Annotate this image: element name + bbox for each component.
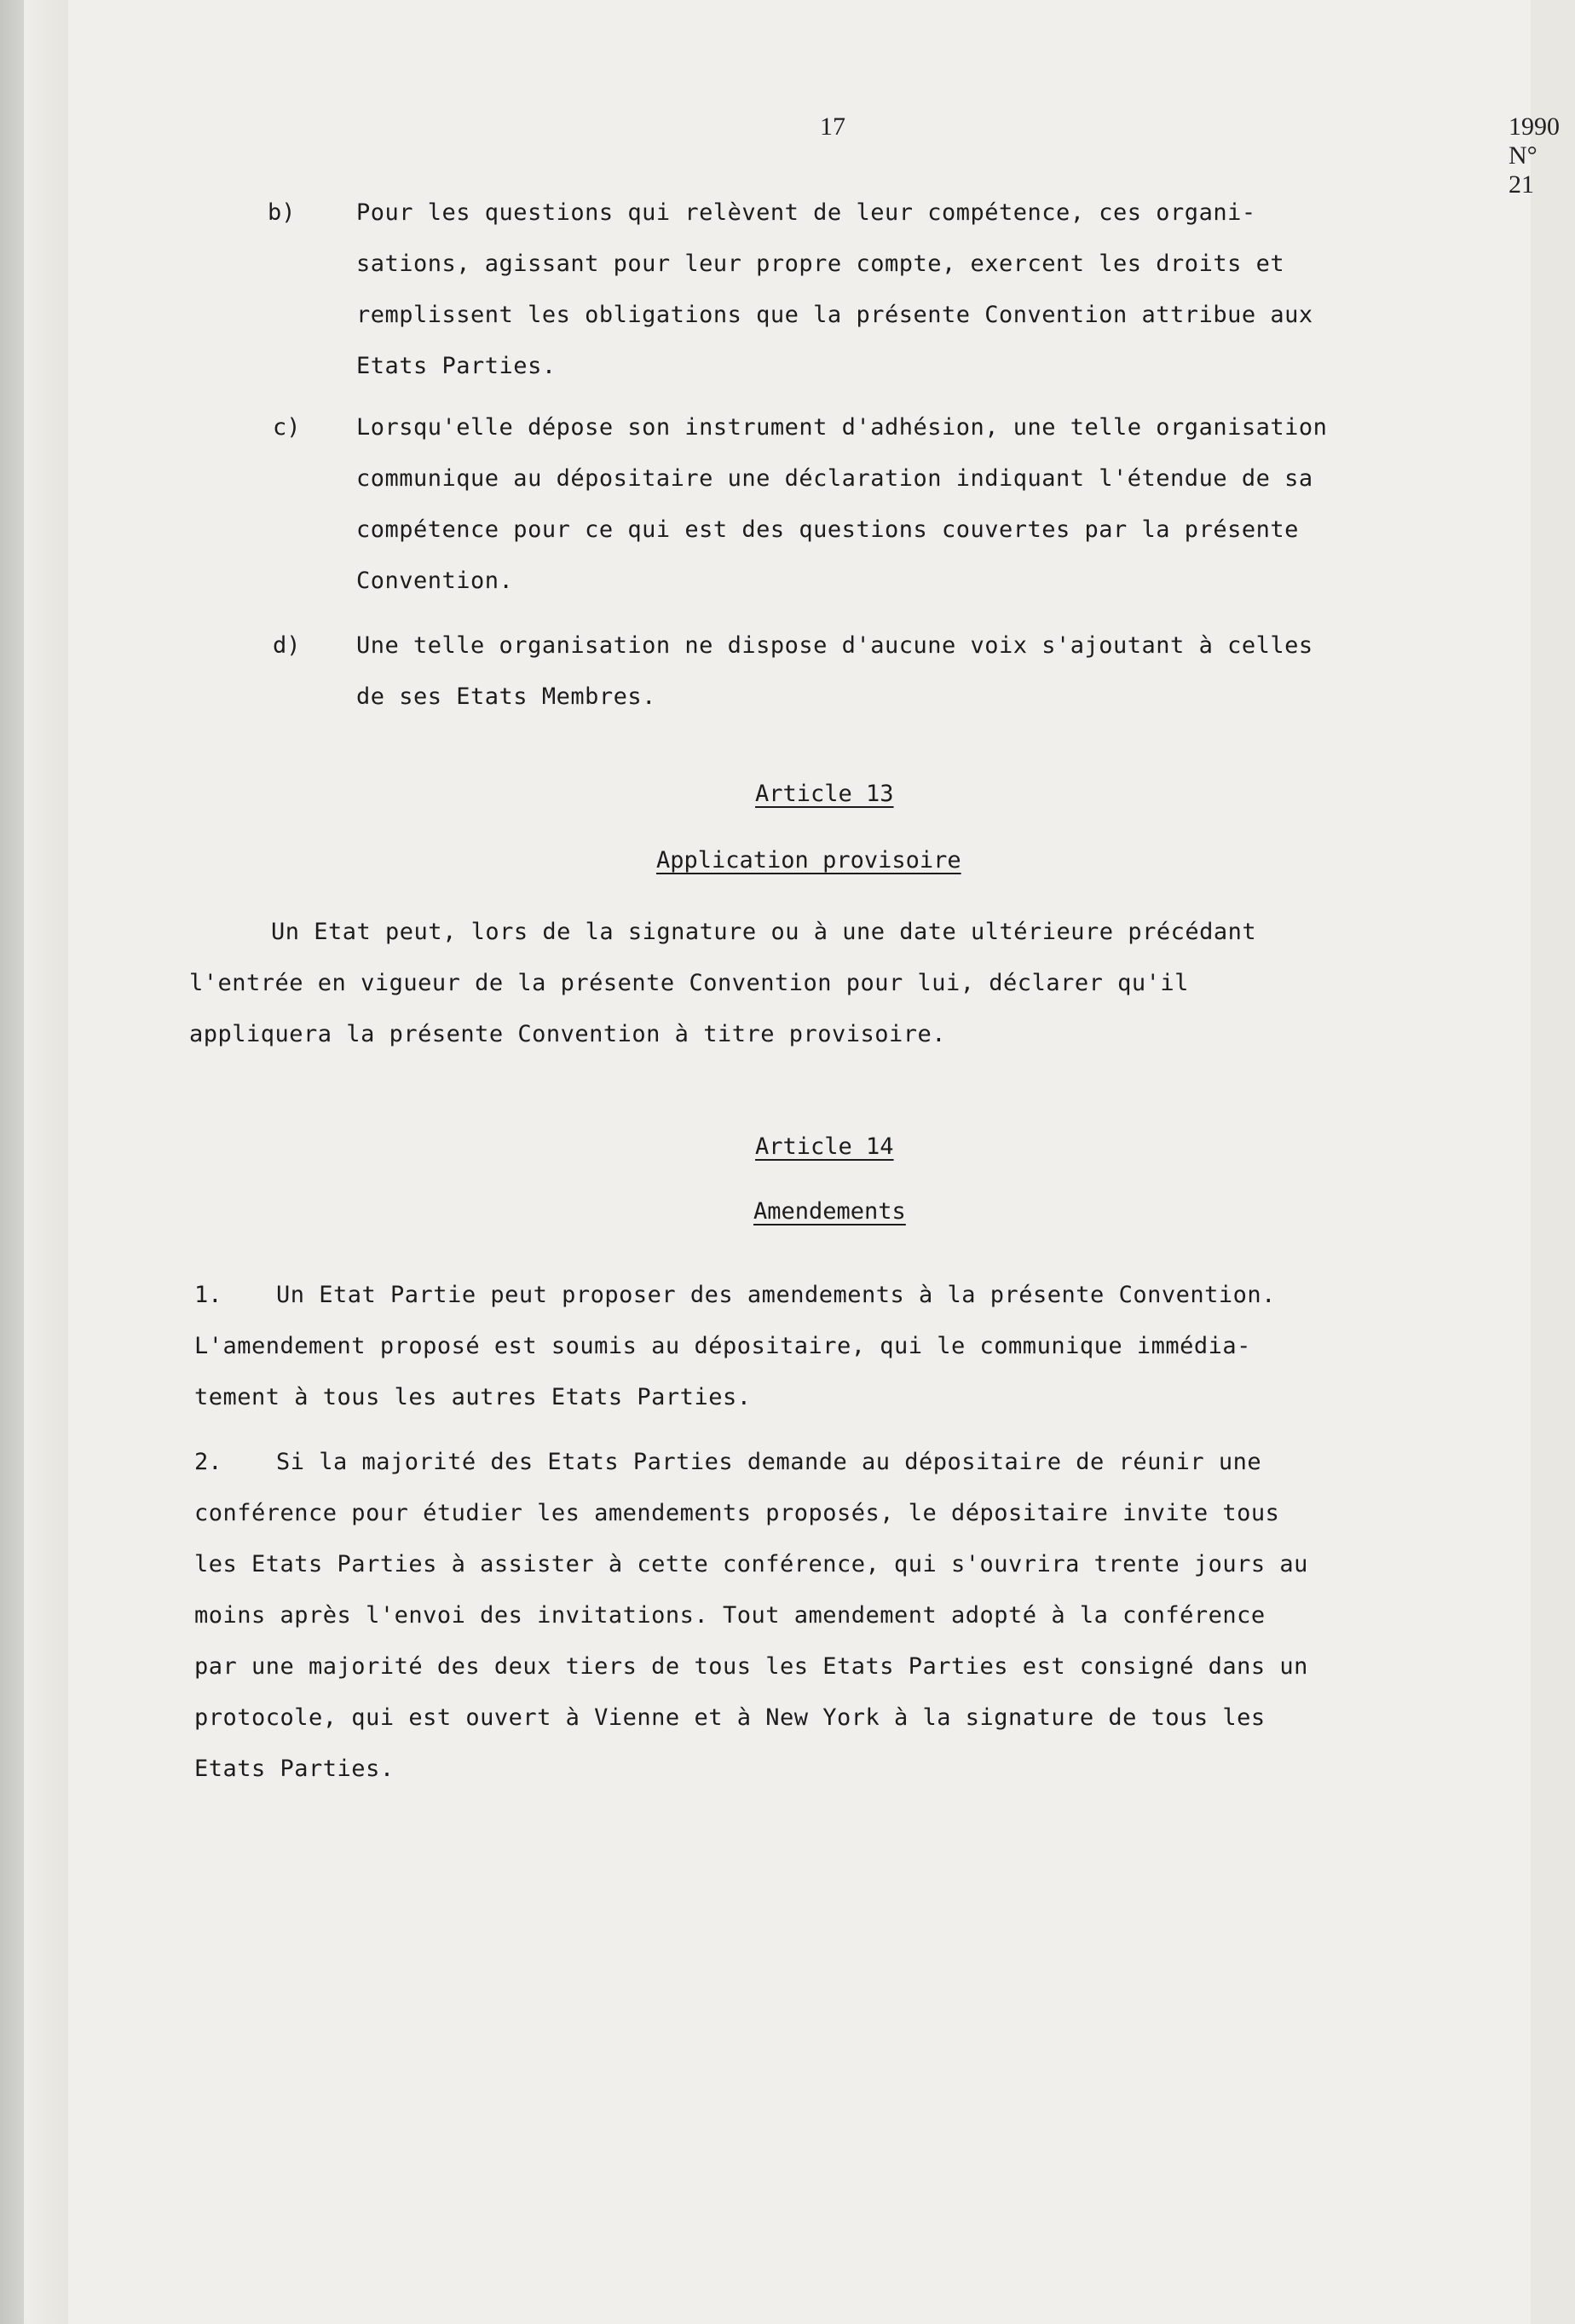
document-page [68,0,1560,2324]
text-line: conférence pour étudier les amendements proposés, le dépositaire invite tous [194,1500,1280,1526]
text-line: Une telle organisation ne dispose d'aucune voix s'ajoutant à celles [356,632,1313,659]
text-line: par une majorité des deux tiers de tous les Etats Parties est consigné dans un [194,1653,1308,1680]
text-line: remplissent les obligations que la présente Convention attribue aux [356,302,1313,328]
text-line: Un Etat peut, lors de la signature ou à une date ultérieure précédant [271,919,1257,945]
article-13-number: Article 13 [755,781,894,807]
item-label-d: d) [273,632,301,659]
text-line: sations, agissant pour leur propre compte, exercent les droits et [356,251,1285,277]
gazette-reference: 1990 N° 21 [1509,112,1560,199]
text-line: Etats Parties. [356,353,557,379]
item-label-c: c) [273,414,301,441]
paragraph-label-2: 2. [194,1449,222,1475]
item-label-b: b) [268,199,296,226]
text-line: les Etats Parties à assister à cette conférence, qui s'ouvrira trente jours au [194,1551,1308,1577]
article-13-title: Application provisoire [656,847,961,874]
text-line: Pour les questions qui relèvent de leur compétence, ces organi- [356,199,1256,226]
item-d-text [356,620,1313,723]
article-14-paragraph-2 [194,1437,1308,1795]
book-gutter [0,0,68,2324]
text-line: compétence pour ce qui est des questions couvertes par la présente [356,516,1299,543]
text-line: communique au dépositaire une déclaration indiquant l'étendue de sa [356,465,1313,492]
article-14-paragraph-1 [194,1270,1276,1423]
facing-page-edge [24,0,68,2324]
text-line: tement à tous les autres Etats Parties. [194,1384,752,1410]
text-line: L'amendement proposé est soumis au dépositaire, qui le communique immédia- [194,1333,1251,1359]
page-number: 17 [820,112,845,141]
text-line: moins après l'envoi des invitations. Tout amendement adopté à la conférence [194,1602,1266,1629]
text-line: Lorsqu'elle dépose son instrument d'adhésion, une telle organisation [356,414,1328,441]
paragraph-label-1: 1. [194,1282,222,1308]
article-13-text [189,907,1256,1060]
text-line: Etats Parties. [194,1756,395,1782]
item-c-text [356,402,1327,607]
text-line: Convention. [356,568,514,594]
text-line: de ses Etats Membres. [356,683,656,710]
article-14-title: Amendements [753,1198,906,1225]
item-b-text [356,187,1313,392]
text-line: Si la majorité des Etats Parties demande au dépositaire de réunir une [276,1449,1262,1475]
article-14-number: Article 14 [755,1133,894,1160]
text-line: appliquera la présente Convention à titre provisoire. [189,1021,947,1047]
text-line: protocole, qui est ouvert à Vienne et à New York à la signature de tous les [194,1704,1266,1731]
text-line: l'entrée en vigueur de la présente Convention pour lui, déclarer qu'il [189,970,1189,996]
text-line: Un Etat Partie peut proposer des amendements à la présente Convention. [276,1282,1276,1308]
